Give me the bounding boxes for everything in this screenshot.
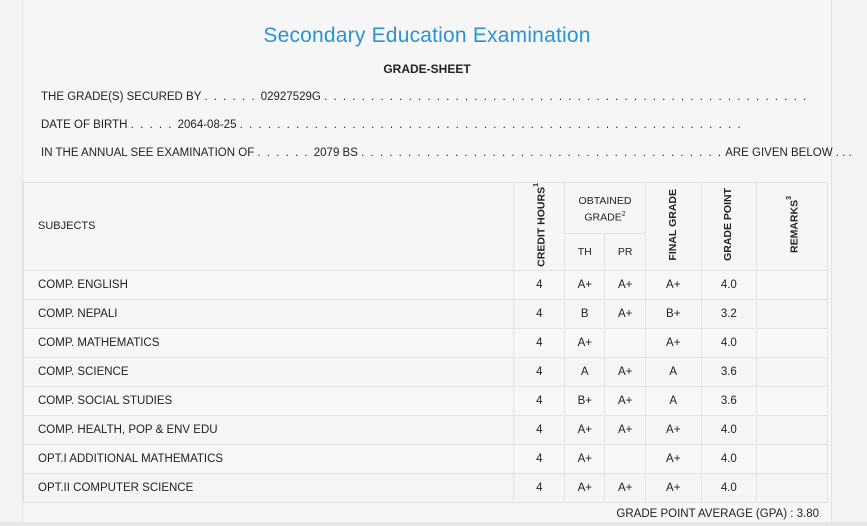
cell-pr: A+ [605, 357, 645, 386]
table-row [24, 386, 828, 415]
cell-remarks [757, 299, 828, 328]
table-row [24, 299, 828, 328]
cell-subject: COMP. SOCIAL STUDIES [24, 386, 514, 415]
gpa-summary: GRADE POINT AVERAGE (GPA) : 3.80 [616, 508, 819, 520]
cell-gp: 4.0 [701, 328, 757, 357]
cell-pr: A+ [605, 415, 645, 444]
grade-sheet [22, 0, 852, 526]
cell-remarks [757, 473, 828, 502]
cell-final: B+ [645, 299, 701, 328]
cell-gp: 4.0 [701, 444, 757, 473]
cell-subject: COMP. NEPALI [24, 299, 514, 328]
cell-remarks [757, 328, 828, 357]
cell-subject: COMP. MATHEMATICS [24, 328, 514, 357]
exam-label: IN THE ANNUAL SEE EXAMINATION OF [41, 147, 255, 159]
cell-final: A [645, 386, 701, 415]
cell-pr: A+ [605, 299, 645, 328]
header-grade-point: GRADE POINT [701, 183, 757, 271]
page-bottom-edge [0, 522, 867, 526]
cell-remarks [757, 444, 828, 473]
cell-remarks [757, 386, 828, 415]
cell-remarks [757, 357, 828, 386]
page-title: Secondary Education Examination [263, 24, 591, 47]
cell-credit: 4 [514, 270, 565, 299]
table-row [24, 270, 828, 299]
cell-th: A+ [565, 473, 605, 502]
cell-pr [605, 444, 645, 473]
cell-th: A+ [565, 444, 605, 473]
cell-pr: A+ [605, 270, 645, 299]
cell-th: A+ [565, 415, 605, 444]
header-pr: PR [605, 233, 645, 270]
header-th: TH [565, 233, 605, 270]
secured-by-value: 02927529G [260, 91, 321, 103]
cell-subject: OPT.I ADDITIONAL MATHEMATICS [24, 444, 514, 473]
grades-table [23, 182, 828, 503]
cell-gp: 4.0 [701, 415, 757, 444]
page-subtitle: GRADE-SHEET [383, 62, 471, 76]
cell-th: B [565, 299, 605, 328]
table-row [24, 328, 828, 357]
header-credit-hours: CREDIT HOURS$^1$ [514, 183, 565, 271]
cell-subject: COMP. SCIENCE [24, 357, 514, 386]
cell-credit: 4 [514, 444, 565, 473]
cell-subject: COMP. HEALTH, POP & ENV EDU [24, 415, 514, 444]
dob-value: 2064-08-25 [177, 119, 237, 131]
cell-gp: 4.0 [701, 473, 757, 502]
cell-final: A+ [645, 444, 701, 473]
cell-pr [605, 328, 645, 357]
table-row [24, 415, 828, 444]
header-subjects: SUBJECTS [24, 183, 514, 271]
header-obtained-grade: OBTAINED GRADE$^2$ [565, 183, 646, 234]
cell-gp: 3.2 [701, 299, 757, 328]
cell-pr: A+ [605, 473, 645, 502]
info-exam: IN THE ANNUAL SEE EXAMINATION OF . . . . . . 2079 BS . . . . . . . . . . . . . . . . . . . . . . . . . . . . . . . . . . . . . . . ARE GIVEN BELOW . . . [41, 147, 852, 159]
table-row [24, 357, 828, 386]
cell-subject: OPT.II COMPUTER SCIENCE [24, 473, 514, 502]
cell-credit: 4 [514, 299, 565, 328]
cell-remarks [757, 415, 828, 444]
dob-label: DATE OF BIRTH [41, 119, 128, 131]
cell-gp: 3.6 [701, 386, 757, 415]
cell-th: A+ [565, 270, 605, 299]
cell-th: A [565, 357, 605, 386]
cell-credit: 4 [514, 357, 565, 386]
info-dob: DATE OF BIRTH . . . . . 2064-08-25 . . . . . . . . . . . . . . . . . . . . . . . . . . . . . . . . . . . . . . . . . . . . . . . . . . . . . . [41, 119, 743, 131]
cell-final: A+ [645, 473, 701, 502]
cell-final: A+ [645, 415, 701, 444]
table-row [24, 444, 828, 473]
exam-suffix: ARE GIVEN BELOW . . . [725, 147, 852, 159]
cell-gp: 3.6 [701, 357, 757, 386]
table-row [24, 473, 828, 502]
secured-by-label: THE GRADE(S) SECURED BY [41, 91, 202, 103]
cell-final: A [645, 357, 701, 386]
cell-pr: A+ [605, 386, 645, 415]
cell-credit: 4 [514, 328, 565, 357]
info-secured-by: THE GRADE(S) SECURED BY . . . . . . 02927529G . . . . . . . . . . . . . . . . . . . . . . . . . . . . . . . . . . . . . . . . . . . . . . . . . . . . [41, 91, 808, 103]
cell-th: A+ [565, 328, 605, 357]
cell-subject: COMP. ENGLISH [24, 270, 514, 299]
cell-th: B+ [565, 386, 605, 415]
cell-credit: 4 [514, 386, 565, 415]
cell-gp: 4.0 [701, 270, 757, 299]
exam-value: 2079 BS [313, 147, 358, 159]
header-final-grade: FINAL GRADE [645, 183, 701, 271]
cell-final: A+ [645, 328, 701, 357]
cell-remarks [757, 270, 828, 299]
header-remarks: REMARKS$^3$ [757, 183, 828, 271]
cell-final: A+ [645, 270, 701, 299]
cell-credit: 4 [514, 473, 565, 502]
cell-credit: 4 [514, 415, 565, 444]
